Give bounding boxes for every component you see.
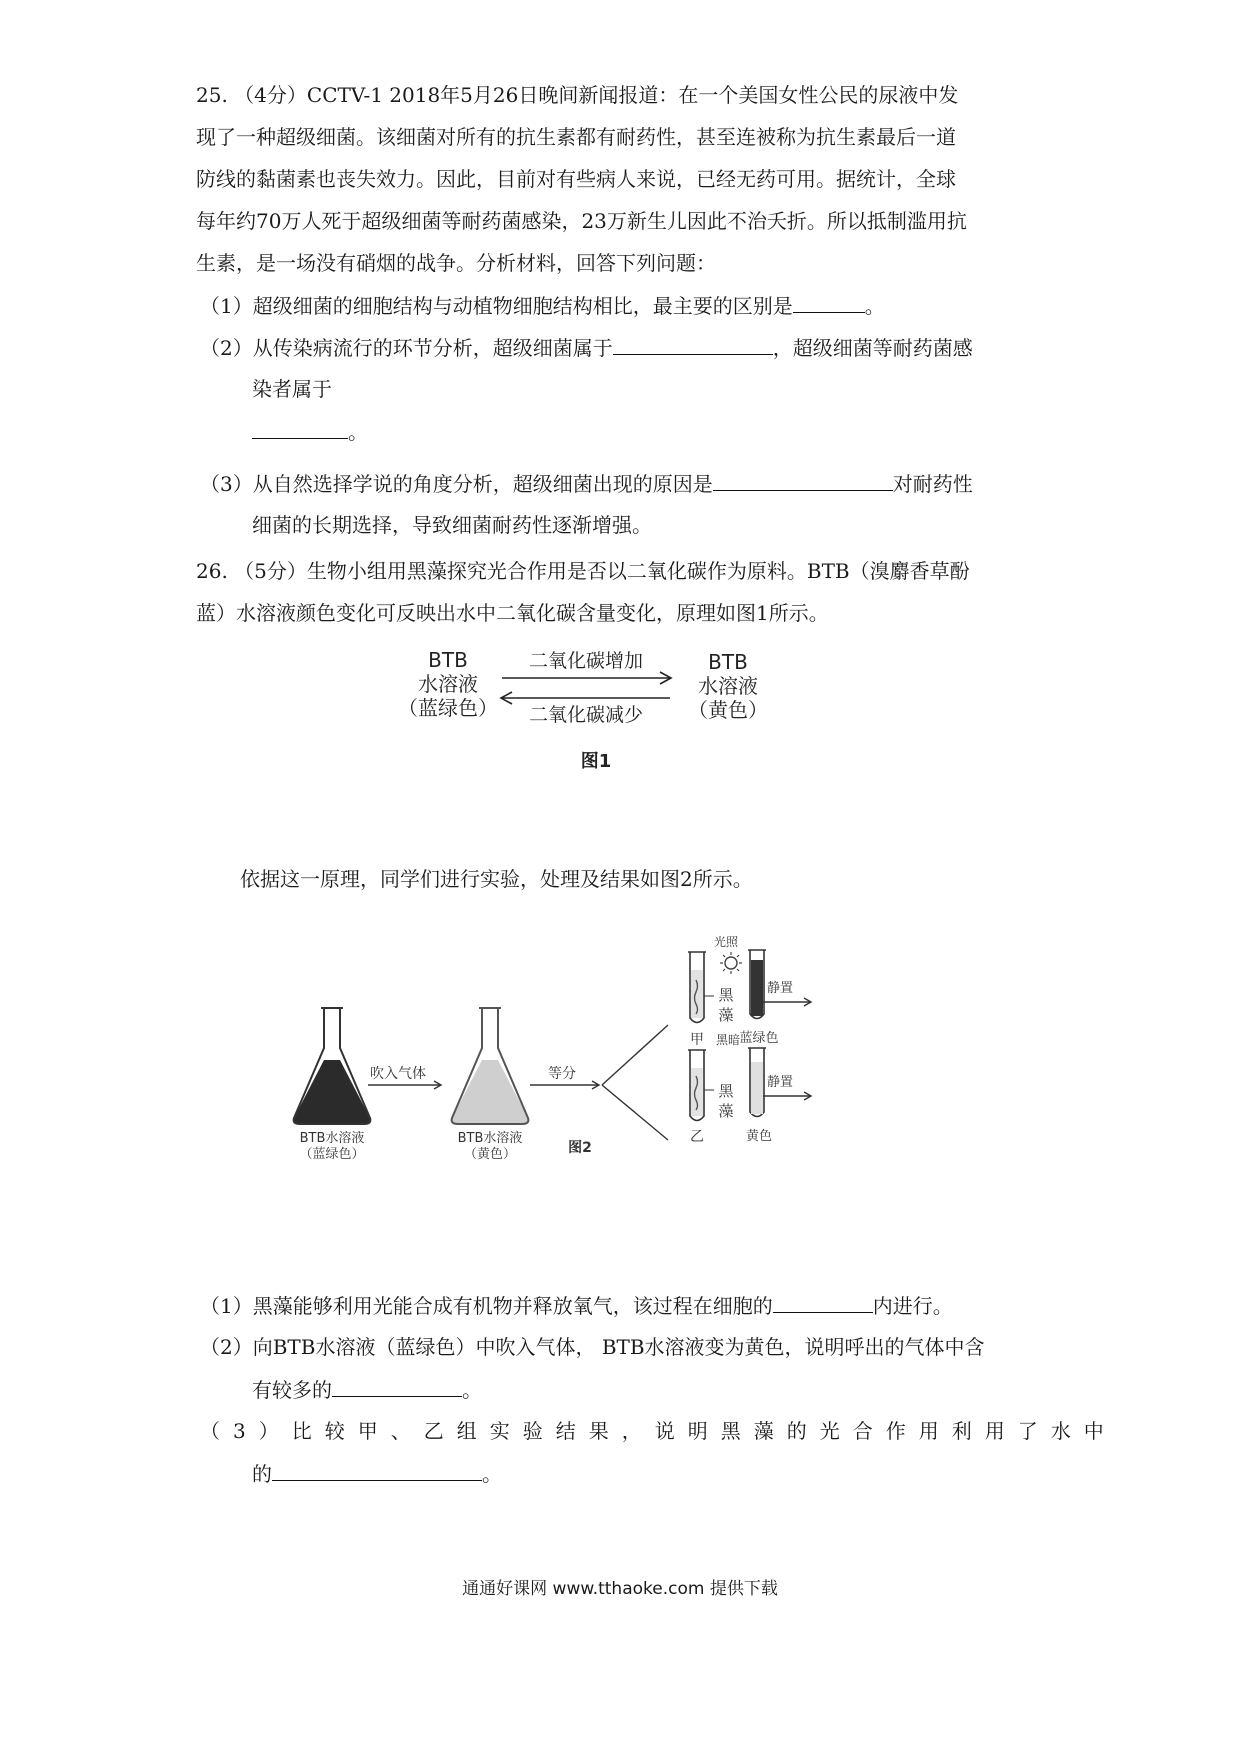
fig1-arrows <box>501 672 671 704</box>
fig1-arrow-bottom-label: 二氧化碳减少 <box>528 704 644 726</box>
q25-sub-3 <box>200 468 1060 499</box>
light-label: 光照 <box>713 935 739 949</box>
q25-line-5: 生素，是一场没有硝烟的战争。分析材料，回答下列问题： <box>196 251 716 275</box>
dark-label: 黑暗 <box>715 1033 741 1047</box>
q26-sub-2-cont <box>252 1374 1112 1405</box>
q25-sub-1-text: （1）超级细菌的细胞结构与动植物细胞结构相比，最主要的区别是 <box>200 294 793 318</box>
q25-line-1: 25. （4分）CCTV-1 2018年5月26日晚间新闻报道：在一个美国女性公民的尿液中发 <box>196 83 959 107</box>
figure-1 <box>390 645 810 775</box>
answer-blank[interactable] <box>613 332 773 355</box>
arrow2-label: 等分 <box>548 1066 576 1082</box>
answer-blank[interactable] <box>773 1290 873 1313</box>
q25-sub-3-text-b: 对耐药性 <box>892 472 973 496</box>
fig1-right-1: BTB <box>708 650 748 674</box>
q26-line-2: 蓝）水溶液颜色变化可反映出水中二氧化碳含量变化，原理如图1所示。 <box>196 601 829 625</box>
answer-blank[interactable] <box>252 416 348 439</box>
answer-blank[interactable] <box>272 1458 482 1481</box>
tube-a-icon <box>688 952 706 1023</box>
q26-sub-3-text: 的 <box>252 1462 272 1486</box>
q25-sub-2-cont: 染者属于 <box>252 377 332 401</box>
flask2-label-2: （黄色） <box>463 1147 517 1162</box>
q25-sub-2 <box>200 332 1060 363</box>
arrow1-label: 吹入气体 <box>370 1066 426 1082</box>
tube-a-algae-2: 藻 <box>718 1006 734 1024</box>
q26-sub-2-text: 有较多的 <box>252 1378 332 1402</box>
sun-icon <box>720 952 742 974</box>
q26-sub-1 <box>200 1290 1060 1321</box>
q26-line-1: 26. （5分）生物小组用黑藻探究光合作用是否以二氧化碳作为原料。BTB（溴麝香草酚 <box>196 559 970 583</box>
q26-sub-3-cont <box>252 1458 1112 1489</box>
flask-dark-icon <box>294 1008 371 1124</box>
fig1-left-2: 水溶液 <box>418 672 478 696</box>
answer-blank[interactable] <box>793 290 865 313</box>
fig1-arrow-top-label: 二氧化碳增加 <box>528 650 644 672</box>
q25-sub-2-end: 。 <box>348 420 368 444</box>
q25-line-4: 每年约70万人死于超级细菌等耐药菌感染，23万新生儿因此不治夭折。所以抵制滥用抗 <box>196 209 967 233</box>
fig1-right-3: （黄色） <box>688 698 768 722</box>
flask1-label-1: BTB水溶液 <box>299 1131 365 1146</box>
q26-sub-1-text: （1）黑藻能够利用光能合成有机物并释放氧气，该过程在细胞的 <box>200 1294 773 1318</box>
fig1-right-2: 水溶液 <box>698 674 758 698</box>
tube-b-algae-1: 黑 <box>718 1082 734 1100</box>
q25-sub-3-cont: 细菌的长期选择，导致细菌耐药性逐渐增强。 <box>252 513 652 537</box>
tube-a-label: 甲 <box>690 1032 704 1048</box>
fig1-left-1: BTB <box>428 648 468 672</box>
tube-a-algae-1: 黑 <box>718 986 734 1004</box>
flask-light-icon <box>452 1008 529 1124</box>
rest-label-a: 静置 <box>766 981 794 996</box>
q25-sub-2-text-b: ，超级细菌等耐药菌感 <box>772 336 973 360</box>
flask2-label-1: BTB水溶液 <box>457 1131 523 1146</box>
tube-b-icon <box>688 1050 706 1121</box>
figure-2 <box>280 930 900 1170</box>
q25-sub-2-blank-line <box>252 416 1112 447</box>
fig2-caption: 图2 <box>568 1140 592 1156</box>
q26-sub-3-end: 。 <box>482 1462 502 1486</box>
tube-b-algae-2: 藻 <box>718 1102 734 1120</box>
answer-blank[interactable] <box>713 468 893 491</box>
q26-intro-fig2: 依据这一原理，同学们进行实验，处理及结果如图2所示。 <box>240 867 753 891</box>
flask1-label-2: （蓝绿色） <box>299 1147 365 1162</box>
branch-up-line <box>602 1025 668 1085</box>
q25-line-3: 防线的黏菌素也丧失效力。因此，目前对有些病人来说，已经无药可用。据统计，全球 <box>196 167 956 191</box>
fig1-caption: 图1 <box>580 751 612 772</box>
page-footer: 通通好课网 www.tthaoke.com 提供下载 <box>462 1579 778 1599</box>
q26-sub-2: （2）向BTB水溶液（蓝绿色）中吹入气体， BTB水溶液变为黄色，说明呼出的气体中含 <box>200 1335 985 1359</box>
q26-sub-2-end: 。 <box>462 1378 482 1402</box>
answer-blank[interactable] <box>332 1374 462 1397</box>
fig1-left-3: （蓝绿色） <box>398 696 498 720</box>
q25-sub-1-end: 。 <box>864 294 885 318</box>
q25-line-2: 现了一种超级细菌。该细菌对所有的抗生素都有耐药性，甚至连被称为抗生素最后一道 <box>196 125 956 149</box>
result-tube-b-icon <box>748 1048 766 1117</box>
rest-label-b: 静置 <box>766 1075 794 1090</box>
q26-sub-3: （3）比较甲、乙组实验结果，说明黑藻的光合作用利用了水中 <box>200 1419 1117 1443</box>
result-a-label: 蓝绿色 <box>739 1031 779 1046</box>
result-tube-a-icon <box>748 950 766 1019</box>
q26-sub-1-end: 内进行。 <box>872 1294 953 1318</box>
result-b-label: 黄色 <box>745 1129 773 1144</box>
tube-b-label: 乙 <box>690 1129 704 1145</box>
q25-sub-1 <box>200 290 1060 321</box>
q25-sub-3-text: （3）从自然选择学说的角度分析，超级细菌出现的原因是 <box>200 472 713 496</box>
q25-sub-2-text: （2）从传染病流行的环节分析，超级细菌属于 <box>200 336 613 360</box>
branch-down-line <box>602 1085 668 1140</box>
